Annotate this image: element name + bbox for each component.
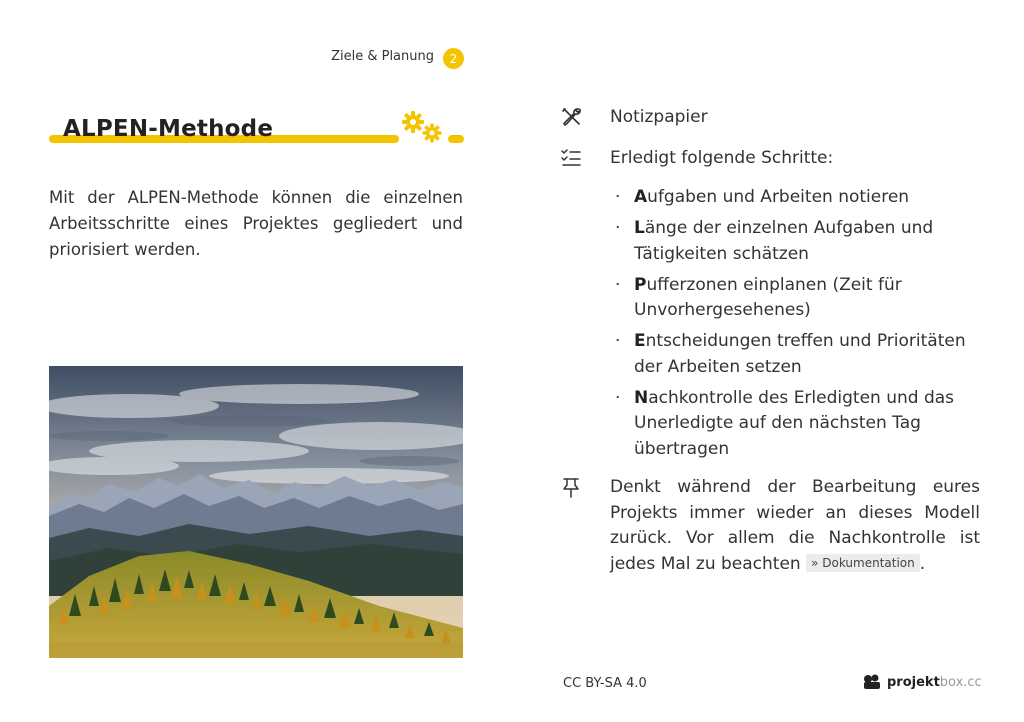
bullet: · xyxy=(615,187,621,207)
list-item xyxy=(610,273,985,324)
brand-name-bold: projekt xyxy=(887,674,940,690)
steps-list xyxy=(610,185,985,468)
brand xyxy=(863,674,982,690)
documentation-link[interactable]: » Dokumentation xyxy=(806,554,920,572)
bullet: · xyxy=(615,218,621,238)
list-item xyxy=(610,329,985,380)
bullet: · xyxy=(615,331,621,351)
step-text: ufgaben und Arbeiten notieren xyxy=(647,187,910,207)
note-end: . xyxy=(919,553,926,574)
list-item xyxy=(610,185,985,211)
license-text: CC BY-SA 4.0 xyxy=(563,676,647,691)
step-letter: A xyxy=(634,187,648,207)
note-body: Denkt während der Bearbeitung eures Projekts immer wieder an dieses Modell zurück. Vor allem die Nachkontrolle ist jedes Mal zu beachten xyxy=(610,477,980,574)
list-item xyxy=(610,216,985,267)
materials-text: Notizpapier xyxy=(610,107,708,127)
checklist-icon xyxy=(560,147,582,169)
brand-name-light: box.cc xyxy=(939,674,982,690)
step-text: änge der einzelnen Aufgaben und Tätigkeiten schätzen xyxy=(634,218,934,264)
list-item xyxy=(610,386,985,463)
step-letter: P xyxy=(634,274,647,295)
intro-text: Mit der ALPEN-Methode können die einzelnen Arbeitsschritte eines Projektes gegliedert und priorisiert werden. xyxy=(49,188,463,259)
bullet: · xyxy=(615,387,621,408)
step-letter: L xyxy=(634,218,645,238)
chapter-number-badge: 2 xyxy=(443,48,464,69)
step-letter: E xyxy=(634,331,646,351)
step-text: achkontrolle des Erledigten und das Unerledigte auf den nächsten Tag übertragen xyxy=(634,387,955,459)
gears-icon xyxy=(401,110,445,144)
pin-icon xyxy=(560,476,582,498)
mountain-landscape-photo xyxy=(49,366,463,658)
page-title: ALPEN-Methode xyxy=(63,116,274,142)
projektbox-logo-icon xyxy=(863,674,881,690)
step-text: ufferzonen einplanen (Zeit für Unvorhergesehenes) xyxy=(634,274,902,320)
title-underline-end xyxy=(448,135,464,143)
chapter-title: Ziele & Planung xyxy=(331,49,434,64)
step-text: ntscheidungen treffen und Prioritäten der Arbeiten setzen xyxy=(634,331,966,377)
step-letter: N xyxy=(634,387,649,408)
steps-heading: Erledigt folgende Schritte: xyxy=(610,148,834,168)
note-text xyxy=(610,475,980,577)
tools-icon xyxy=(560,106,582,128)
bullet: · xyxy=(615,274,621,295)
